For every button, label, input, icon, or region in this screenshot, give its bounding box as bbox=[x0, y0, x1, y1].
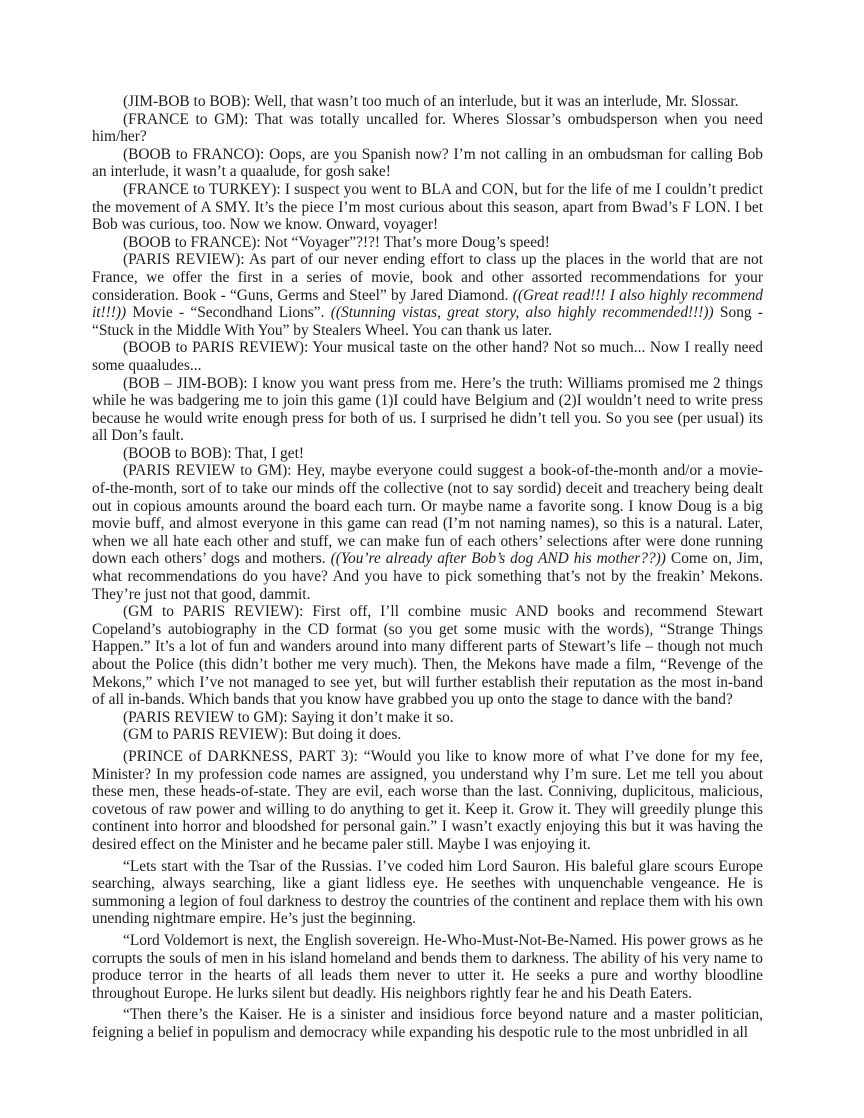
paragraph bbox=[92, 1006, 763, 1041]
paragraph bbox=[92, 603, 763, 709]
text-run: (BOB – JIM-BOB): I know you want press from me. Here’s the truth: Williams promised me 2 things while he was badgering me to join this game (1)I could have Belgium and (2)I wouldn’t need to write press because he would write enough press for both of us. I surprised he didn’t tell you. So you see (per usual) its all Don’s fault. bbox=[92, 374, 763, 445]
press-text bbox=[92, 93, 763, 1041]
text-run: “Lord Voldemort is next, the English sovereign. He-Who-Must-Not-Be-Named. His power grows as he corrupts the souls of men in his island homeland and bends them to darkness. The ability of his very name to produce terror in the hearts of all leads them never to utter it. He seeks a pure and worthy bloodline throughout Europe. He lurks silent but deadly. His neighbors rightly fear he and his Death Eaters. bbox=[92, 931, 763, 1002]
gm-interjection-italic: ((Great read!!! I also highly recommend it!!!)) bbox=[92, 286, 763, 322]
text-run: Movie - “Secondhand Lions”. bbox=[126, 304, 331, 322]
paragraph bbox=[92, 93, 763, 111]
text-run: (JIM-BOB to BOB): Well, that wasn’t too much of an interlude, but it was an interlude, Mr. Slossar. bbox=[123, 93, 739, 110]
text-run: (PARIS REVIEW): As part of our never ending effort to class up the places in the world that are not France, we offer the first in a series of movie, book and other assorted recommendations for your consideration. Book - “Guns, Germs and Steel” by Jared Diamond. bbox=[92, 251, 763, 304]
text-run: (GM to PARIS REVIEW): But doing it does. bbox=[123, 726, 402, 744]
paragraph bbox=[92, 932, 763, 1002]
paragraph bbox=[92, 181, 763, 234]
gm-interjection-italic: ((Stunning vistas, great story, also highly recommended!!!)) bbox=[330, 304, 714, 322]
text-run: (FRANCE to GM): That was totally uncalled for. Wheres Slossar’s ombudsperson when you need him/her? bbox=[92, 110, 763, 146]
paragraph bbox=[92, 709, 763, 727]
text-run: Song - “Stuck in the Middle With You” by Stealers Wheel. You can thank us later. bbox=[92, 304, 764, 339]
text-run: (BOOB to FRANCE): Not “Voyager”?!?! That’s more Doug’s speed! bbox=[123, 233, 550, 251]
paragraph bbox=[92, 146, 763, 181]
text-run: (GM to PARIS REVIEW): First off, I’ll combine music AND books and recommend Stewart Copeland’s autobiography in the CD format (so you get some music with the words), “Strange Things Happen.” It’s a lot of fun and wanders around into many different parts of Stewart’s life – though not much about the Police (this didn’t bother me very much). Then, the Mekons have made a film, “Revenge of the Mekons,” which I’ve not managed to see yet, but will further establish their reputation as the most in-band of all in-bands. Which bands that you know have grabbed you up onto the stage to dance with the band? bbox=[92, 603, 763, 709]
paragraph bbox=[92, 445, 763, 463]
text-run: (PRINCE of DARKNESS, PART 3): “Would you like to know more of what I’ve done for my fee, Minister? In my profession code names are assigned, you understand why I’m sure. Let me tell you about these men, these heads-of-state. They are evil, each worse than the last. Conniving, duplicitous, malicious, covetous of raw power and willing to do anything to get it. Keep it. Grow it. They will greedily plunge this continent into horror and bloodshed for personal gain.” I wasn’t exactly enjoying this but it was having the desired effect on the Minister and he became paler still. Maybe I was enjoying it. bbox=[92, 747, 763, 853]
paragraph bbox=[92, 462, 763, 603]
paragraph bbox=[92, 111, 763, 146]
text-run: “Lets start with the Tsar of the Russias. I’ve coded him Lord Sauron. His baleful glare scours Europe searching, always searching, like a giant lidless eye. He seethes with unquenchable vengeance. He is summoning a legion of foul darkness to destroy the countries of the continent and replace them with his own unending nightmare empire. He’s just the beginning. bbox=[92, 857, 763, 928]
text-run: (BOOB to FRANCO): Oops, are you Spanish now? I’m not calling in an ombudsman for calling Bob an interlude, it wasn’t a quaalude, for gosh sake! bbox=[92, 145, 763, 181]
text-run: (FRANCE to TURKEY): I suspect you went to BLA and CON, but for the life of me I couldn’t predict the movement of A SMY. It’s the piece I’m most curious about this season, apart from Bwad’s F LON. I bet Bob was curious, too. Now we know. Onward, voyager! bbox=[92, 180, 763, 234]
paragraph bbox=[92, 748, 763, 854]
text-run: (BOOB to BOB): That, I get! bbox=[123, 444, 304, 462]
text-run: “Then there’s the Kaiser. He is a sinister and insidious force beyond nature and a master politician, feigning a belief in populism and democracy while expanding his despotic rule to the most unbridled in all bbox=[92, 1006, 763, 1041]
paragraph bbox=[92, 375, 763, 445]
gm-interjection-italic: ((You’re already after Bob’s dog AND his mother??)) bbox=[330, 550, 666, 568]
text-run: (PARIS REVIEW to GM): Hey, maybe everyone could suggest a book-of-the-month and/or a movie-of-the-month, sort of to take our minds off the collective (not to say sordid) deceit and treachery being dealt out in copious amounts around the board each turn. Or maybe name a favorite song. I know Doug is a big movie buff, and almost everyone in this game can read (I’m not naming names), so this is a natural. Later, when we all hate each other and stuff, we can make fun of each others’ selections after were done running down each others’ dogs and mothers. bbox=[92, 462, 763, 568]
text-run: Come on, Jim, what recommendations do you have? And you have to pick something that’s not by the freakin’ Mekons. They’re just not that good, dammit. bbox=[92, 550, 763, 603]
text-run: (PARIS REVIEW to GM): Saying it don’t make it so. bbox=[123, 708, 454, 726]
paragraph bbox=[92, 251, 763, 339]
paragraph bbox=[92, 234, 763, 252]
paragraph bbox=[92, 339, 763, 374]
paragraph bbox=[92, 858, 763, 928]
paragraph bbox=[92, 726, 763, 744]
text-run: (BOOB to PARIS REVIEW): Your musical taste on the other hand? Not so much... Now I really need some quaaludes... bbox=[92, 339, 763, 374]
